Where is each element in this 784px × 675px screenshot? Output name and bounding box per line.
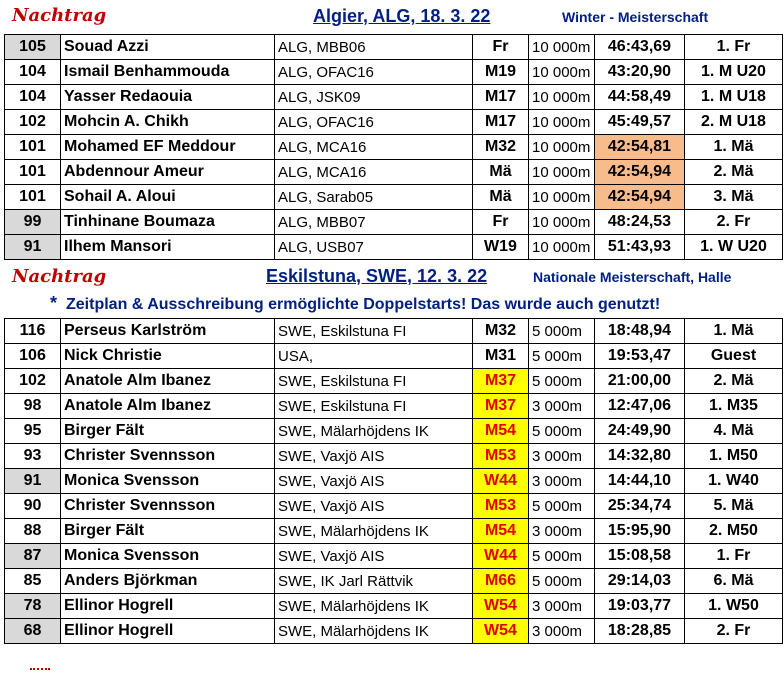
table-row (5, 185, 783, 210)
category-cell: M32 (473, 135, 529, 160)
category-cell: M17 (473, 85, 529, 110)
athlete-name-cell: Abdennour Ameur (61, 160, 275, 185)
points-cell: 68 (5, 619, 61, 644)
club-cell: ALG, MBB06 (275, 35, 473, 60)
nachtrag-label: Nachtrag (12, 5, 107, 26)
time-cell: 15:08,58 (595, 544, 685, 569)
athlete-name-cell: Birger Fält (61, 419, 275, 444)
place-cell: 1. W U20 (685, 235, 783, 260)
championship-title: Nationale Meisterschaft, Halle (533, 269, 732, 285)
place-cell: 1. M50 (685, 444, 783, 469)
time-cell: 29:14,03 (595, 569, 685, 594)
club-cell: SWE, Mälarhöjdens IK (275, 619, 473, 644)
athlete-name-cell: Perseus Karlström (61, 319, 275, 344)
table-row (5, 60, 783, 85)
table-row (5, 619, 783, 644)
club-cell: USA, (275, 344, 473, 369)
time-cell: 15:95,90 (595, 519, 685, 544)
athlete-name-cell: Ilhem Mansori (61, 235, 275, 260)
time-cell: 21:00,00 (595, 369, 685, 394)
points-cell: 91 (5, 469, 61, 494)
points-cell: 91 (5, 235, 61, 260)
points-cell: 87 (5, 544, 61, 569)
points-cell: 99 (5, 210, 61, 235)
distance-cell: 10 000m (529, 160, 595, 185)
category-cell: W44 (473, 544, 529, 569)
distance-cell: 5 000m (529, 344, 595, 369)
time-cell: 42:54,81 (595, 135, 685, 160)
note-star: * (50, 293, 58, 313)
place-cell: 2. Mä (685, 160, 783, 185)
club-cell: ALG, MCA16 (275, 135, 473, 160)
section-header-eskilstuna (0, 260, 784, 292)
distance-cell: 3 000m (529, 619, 595, 644)
table-row (5, 544, 783, 569)
place-cell: 1. Mä (685, 135, 783, 160)
place-cell: 2. Fr (685, 210, 783, 235)
table-row (5, 494, 783, 519)
club-cell: ALG, Sarab05 (275, 185, 473, 210)
time-cell: 14:44,10 (595, 469, 685, 494)
athlete-name-cell: Anatole Alm Ibanez (61, 394, 275, 419)
place-cell: 4. Mä (685, 419, 783, 444)
place-cell: 1. M U20 (685, 60, 783, 85)
place-cell: 1. W50 (685, 594, 783, 619)
time-cell: 18:48,94 (595, 319, 685, 344)
table-row (5, 160, 783, 185)
place-cell: 3. Mä (685, 185, 783, 210)
distance-cell: 5 000m (529, 569, 595, 594)
athlete-name-cell: Christer Svennsson (61, 494, 275, 519)
table-row (5, 110, 783, 135)
athlete-name-cell: Souad Azzi (61, 35, 275, 60)
category-cell: M53 (473, 494, 529, 519)
table-row (5, 594, 783, 619)
athlete-name-cell: Monica Svensson (61, 469, 275, 494)
points-cell: 95 (5, 419, 61, 444)
club-cell: SWE, Vaxjö AIS (275, 444, 473, 469)
athlete-name-cell: Christer Svennsson (61, 444, 275, 469)
results-table-algier (4, 34, 783, 260)
category-cell: M54 (473, 419, 529, 444)
athlete-name-cell: Nick Christie (61, 344, 275, 369)
points-cell: 93 (5, 444, 61, 469)
event-location: Eskilstuna, SWE, 12. 3. 22 (266, 266, 488, 286)
distance-cell: 3 000m (529, 519, 595, 544)
club-cell: SWE, Mälarhöjdens IK (275, 519, 473, 544)
category-cell: M17 (473, 110, 529, 135)
club-cell: SWE, Vaxjö AIS (275, 494, 473, 519)
category-cell: M31 (473, 344, 529, 369)
distance-cell: 10 000m (529, 235, 595, 260)
athlete-name-cell: Mohcin A. Chikh (61, 110, 275, 135)
distance-cell: 5 000m (529, 494, 595, 519)
time-cell: 24:49,90 (595, 419, 685, 444)
club-cell: ALG, MCA16 (275, 160, 473, 185)
club-cell: ALG, JSK09 (275, 85, 473, 110)
event-location: Algier, ALG, 18. 3. 22 (313, 6, 491, 26)
table-row (5, 394, 783, 419)
time-cell: 45:49,57 (595, 110, 685, 135)
athlete-name-cell: Tinhinane Boumaza (61, 210, 275, 235)
club-cell: ALG, OFAC16 (275, 60, 473, 85)
table-row (5, 319, 783, 344)
athlete-name-cell: Ellinor Hogrell (61, 594, 275, 619)
club-cell: SWE, Vaxjö AIS (275, 544, 473, 569)
table-row (5, 210, 783, 235)
club-cell: SWE, Mälarhöjdens IK (275, 419, 473, 444)
time-cell: 12:47,06 (595, 394, 685, 419)
points-cell: 101 (5, 160, 61, 185)
distance-cell: 10 000m (529, 110, 595, 135)
club-cell: ALG, USB07 (275, 235, 473, 260)
distance-cell: 10 000m (529, 60, 595, 85)
place-cell: 2. M U18 (685, 110, 783, 135)
place-cell: 1. M35 (685, 394, 783, 419)
distance-cell: 3 000m (529, 469, 595, 494)
time-cell: 19:53,47 (595, 344, 685, 369)
points-cell: 101 (5, 135, 61, 160)
category-cell: M37 (473, 369, 529, 394)
distance-cell: 5 000m (529, 319, 595, 344)
time-cell: 44:58,49 (595, 85, 685, 110)
distance-cell: 10 000m (529, 35, 595, 60)
nachtrag-label: Nachtrag (12, 266, 107, 287)
category-cell: M32 (473, 319, 529, 344)
table-row (5, 469, 783, 494)
athlete-name-cell: Anatole Alm Ibanez (61, 369, 275, 394)
points-cell: 85 (5, 569, 61, 594)
note-doppelstarts (0, 292, 784, 318)
place-cell: 2. M50 (685, 519, 783, 544)
club-cell: SWE, Mälarhöjdens IK (275, 594, 473, 619)
time-cell: 25:34,74 (595, 494, 685, 519)
athlete-name-cell: Ismail Benhammouda (61, 60, 275, 85)
note-text: Zeitplan & Ausschreibung ermöglichte Doppelstarts! Das wurde auch genutzt! (66, 296, 661, 313)
place-cell: 1. Mä (685, 319, 783, 344)
table-row (5, 85, 783, 110)
athlete-name-cell: Sohail A. Aloui (61, 185, 275, 210)
distance-cell: 10 000m (529, 85, 595, 110)
points-cell: 101 (5, 185, 61, 210)
category-cell: W54 (473, 594, 529, 619)
points-cell: 102 (5, 369, 61, 394)
club-cell: SWE, Eskilstuna FI (275, 369, 473, 394)
points-cell: 102 (5, 110, 61, 135)
athlete-name-cell: Anders Björkman (61, 569, 275, 594)
category-cell: Fr (473, 210, 529, 235)
points-cell: 104 (5, 60, 61, 85)
time-cell: 42:54,94 (595, 185, 685, 210)
place-cell: 6. Mä (685, 569, 783, 594)
category-cell: M19 (473, 60, 529, 85)
athlete-name-cell: Birger Fält (61, 519, 275, 544)
distance-cell: 5 000m (529, 544, 595, 569)
club-cell: SWE, Eskilstuna FI (275, 394, 473, 419)
distance-cell: 5 000m (529, 419, 595, 444)
points-cell: 98 (5, 394, 61, 419)
distance-cell: 3 000m (529, 444, 595, 469)
championship-title: Winter - Meisterschaft (562, 9, 709, 25)
time-cell: 42:54,94 (595, 160, 685, 185)
table-row (5, 235, 783, 260)
table-row (5, 369, 783, 394)
points-cell: 106 (5, 344, 61, 369)
time-cell: 48:24,53 (595, 210, 685, 235)
club-cell: SWE, Vaxjö AIS (275, 469, 473, 494)
club-cell: ALG, OFAC16 (275, 110, 473, 135)
category-cell: W44 (473, 469, 529, 494)
athlete-name-cell: Yasser Redaouia (61, 85, 275, 110)
bottom-marker (30, 668, 50, 674)
distance-cell: 5 000m (529, 369, 595, 394)
club-cell: SWE, IK Jarl Rättvik (275, 569, 473, 594)
club-cell: SWE, Eskilstuna FI (275, 319, 473, 344)
category-cell: Mä (473, 185, 529, 210)
distance-cell: 3 000m (529, 394, 595, 419)
distance-cell: 10 000m (529, 210, 595, 235)
category-cell: M37 (473, 394, 529, 419)
table-row (5, 519, 783, 544)
points-cell: 105 (5, 35, 61, 60)
points-cell: 116 (5, 319, 61, 344)
points-cell: 78 (5, 594, 61, 619)
time-cell: 43:20,90 (595, 60, 685, 85)
distance-cell: 3 000m (529, 594, 595, 619)
category-cell: Fr (473, 35, 529, 60)
distance-cell: 10 000m (529, 135, 595, 160)
table-row (5, 35, 783, 60)
results-table-eskilstuna (4, 318, 783, 644)
table-row (5, 344, 783, 369)
athlete-name-cell: Mohamed EF Meddour (61, 135, 275, 160)
time-cell: 18:28,85 (595, 619, 685, 644)
time-cell: 14:32,80 (595, 444, 685, 469)
points-cell: 104 (5, 85, 61, 110)
athlete-name-cell: Monica Svensson (61, 544, 275, 569)
place-cell: 2. Mä (685, 369, 783, 394)
category-cell: Mä (473, 160, 529, 185)
athlete-name-cell: Ellinor Hogrell (61, 619, 275, 644)
table-row (5, 419, 783, 444)
category-cell: W19 (473, 235, 529, 260)
club-cell: ALG, MBB07 (275, 210, 473, 235)
category-cell: M53 (473, 444, 529, 469)
table-row (5, 135, 783, 160)
section-header-algier (0, 0, 784, 34)
place-cell: 2. Fr (685, 619, 783, 644)
place-cell: 1. W40 (685, 469, 783, 494)
time-cell: 51:43,93 (595, 235, 685, 260)
points-cell: 90 (5, 494, 61, 519)
points-cell: 88 (5, 519, 61, 544)
place-cell: 5. Mä (685, 494, 783, 519)
place-cell: 1. M U18 (685, 85, 783, 110)
category-cell: W54 (473, 619, 529, 644)
table-row (5, 444, 783, 469)
time-cell: 46:43,69 (595, 35, 685, 60)
category-cell: M66 (473, 569, 529, 594)
time-cell: 19:03,77 (595, 594, 685, 619)
distance-cell: 10 000m (529, 185, 595, 210)
place-cell: 1. Fr (685, 35, 783, 60)
table-row (5, 569, 783, 594)
place-cell: 1. Fr (685, 544, 783, 569)
place-cell: Guest (685, 344, 783, 369)
category-cell: M54 (473, 519, 529, 544)
